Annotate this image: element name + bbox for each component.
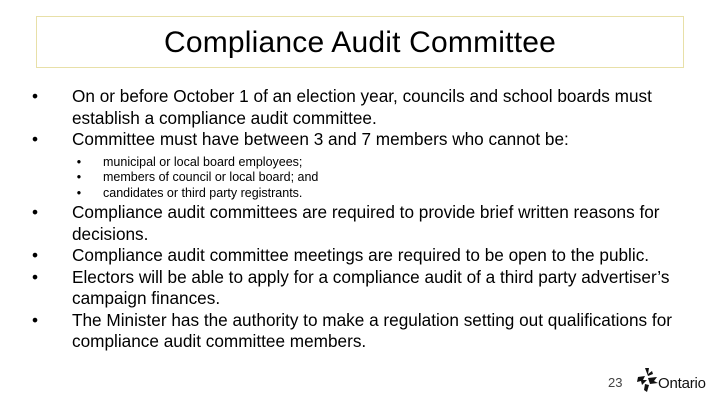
bullet-marker: • <box>31 202 39 223</box>
bullet-text: Compliance audit committees are required to provide brief written reasons for decisions. <box>72 202 660 244</box>
bullet-item <box>28 202 694 245</box>
bullet-list <box>28 86 694 353</box>
sub-bullet-item <box>28 155 694 171</box>
title-box <box>36 16 684 68</box>
ontario-logo <box>636 366 716 396</box>
bullet-marker: • <box>31 266 39 287</box>
sub-bullet-marker: • <box>76 154 82 169</box>
bullet-marker: • <box>31 245 39 266</box>
bullet-item <box>28 245 694 267</box>
sub-bullet-text: municipal or local board employees; <box>103 154 303 169</box>
bullet-item <box>28 129 694 151</box>
sub-bullet-text: candidates or third party registrants. <box>103 185 303 200</box>
logo-text: Ontario <box>658 375 706 392</box>
sub-bullet-item <box>28 170 694 186</box>
bullet-marker: • <box>31 309 39 330</box>
sub-bullet-item <box>28 186 694 202</box>
bullet-item <box>28 86 694 129</box>
bullet-item <box>28 267 694 310</box>
sub-bullet-list <box>28 155 694 202</box>
sub-bullet-marker: • <box>76 185 82 200</box>
ontario-trillium-icon <box>636 366 660 394</box>
bullet-text: The Minister has the authority to make a regulation setting out qualifications for compliance audit committee members. <box>72 309 672 352</box>
bullet-text: Committee must have between 3 and 7 members who cannot be: <box>72 129 569 149</box>
bullet-text: On or before October 1 of an election year, councils and school boards must establish a compliance audit committee. <box>72 86 652 128</box>
sub-bullet-marker: • <box>76 170 82 185</box>
bullet-item <box>28 310 694 353</box>
sub-bullet-text: members of council or local board; and <box>103 170 319 185</box>
slide-title: Compliance Audit Committee <box>163 26 557 59</box>
bullet-marker: • <box>31 86 39 106</box>
page-number: 23 <box>608 375 623 390</box>
bullet-marker: • <box>31 129 39 149</box>
bullet-text: Compliance audit committee meetings are required to be open to the public. <box>72 245 650 266</box>
bullet-text: Electors will be able to apply for a compliance audit of a third party advertiser’s campaign finances. <box>72 266 670 309</box>
